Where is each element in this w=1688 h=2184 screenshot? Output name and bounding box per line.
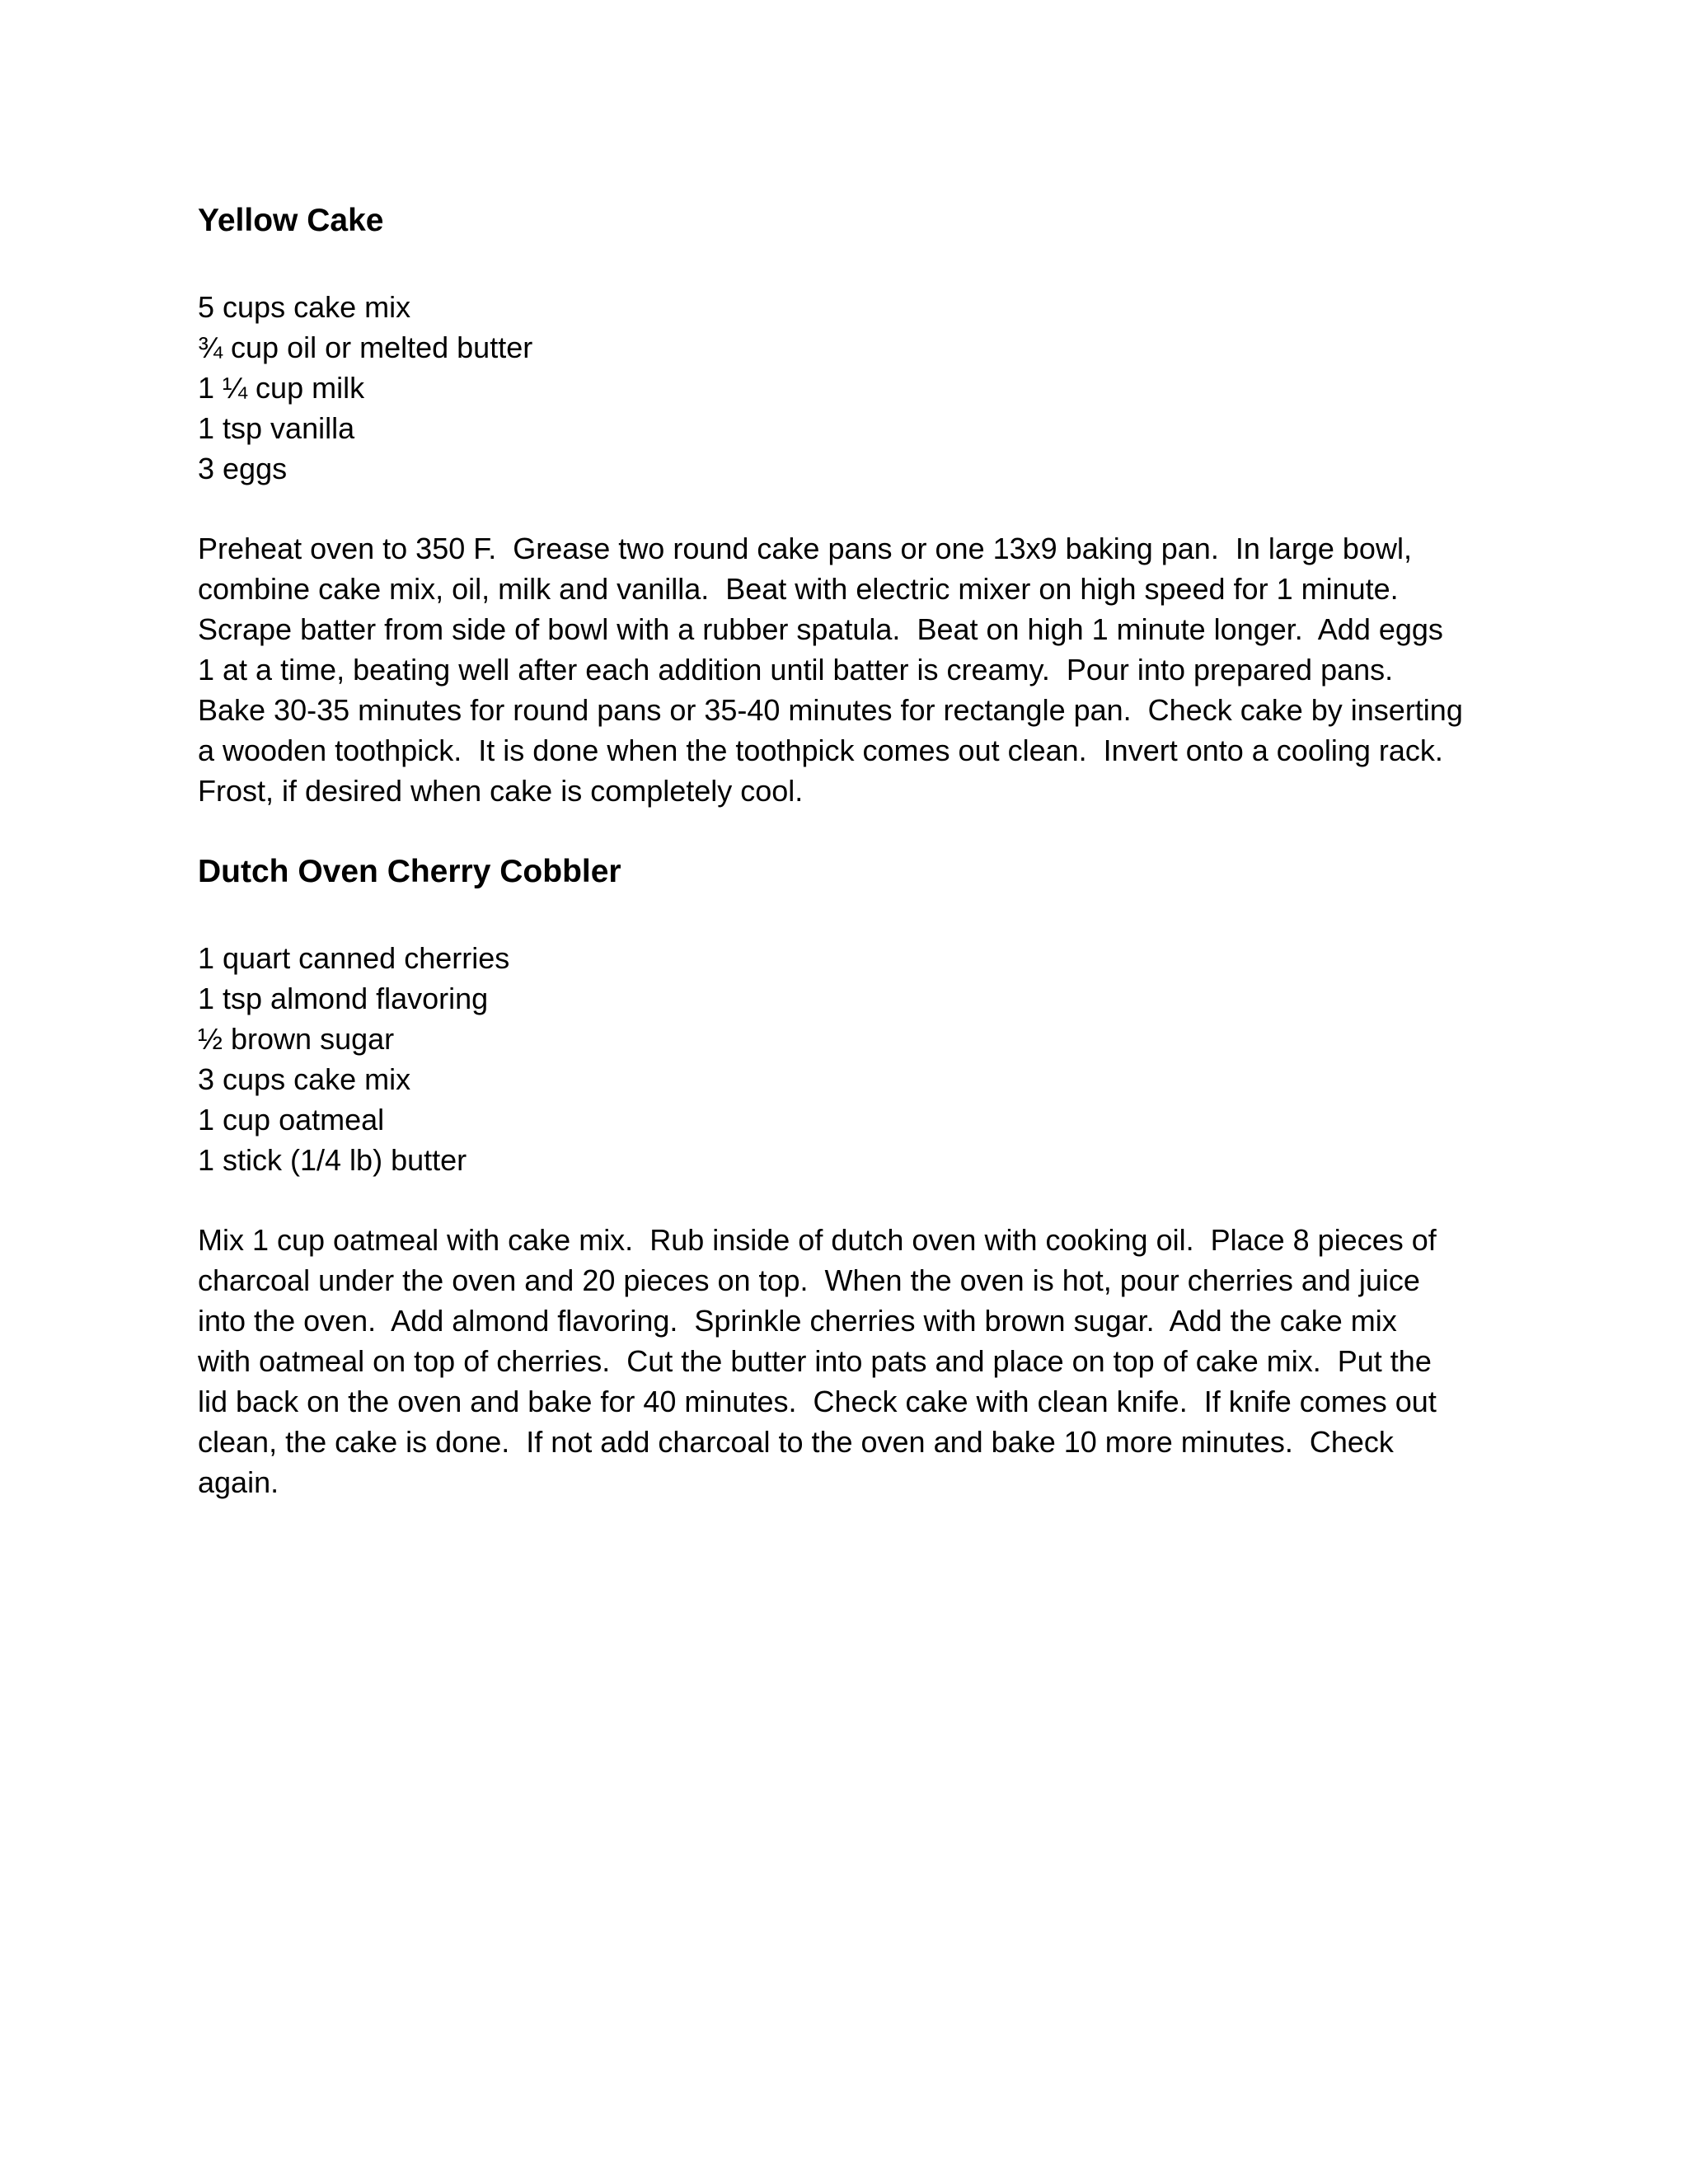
instructions-paragraph xyxy=(198,1220,1517,1502)
ingredient-item: 3 cups cake mix xyxy=(198,1062,411,1096)
ingredient-item: 3 eggs xyxy=(198,452,288,485)
recipe-yellow-cake xyxy=(198,196,1517,811)
instruction-line: clean, the cake is done. If not add charcoal to the oven and bake 10 more minutes. Check xyxy=(198,1425,1394,1459)
instruction-line: with oatmeal on top of cherries. Cut the butter into pats and place on top of cake mix. Put the xyxy=(198,1344,1432,1378)
recipe-title: Yellow Cake xyxy=(198,203,384,238)
instruction-line: Preheat oven to 350 F. Grease two round cake pans or one 13x9 baking pan. In large bowl, xyxy=(198,532,1412,565)
instruction-line: 1 at a time, beating well after each addition until batter is creamy. Pour into prepared pans. xyxy=(198,653,1394,687)
ingredient-item: 1 cup oatmeal xyxy=(198,1103,385,1137)
recipe-dutch-oven-cherry-cobbler xyxy=(198,847,1517,1502)
instruction-line: combine cake mix, oil, milk and vanilla. Beat with electric mixer on high speed for 1 minute. xyxy=(198,572,1399,606)
instructions-paragraph xyxy=(198,528,1517,811)
instruction-line: into the oven. Add almond flavoring. Sprinkle cherries with brown sugar. Add the cake mix xyxy=(198,1304,1397,1338)
instruction-line: Scrape batter from side of bowl with a rubber spatula. Beat on high 1 minute longer. Add eggs xyxy=(198,612,1443,646)
instruction-line: Mix 1 cup oatmeal with cake mix. Rub inside of dutch oven with cooking oil. Place 8 pieces of xyxy=(198,1223,1437,1257)
ingredient-list xyxy=(198,938,1517,1180)
instruction-line: charcoal under the oven and 20 pieces on top. When the oven is hot, pour cherries and juice xyxy=(198,1263,1420,1297)
ingredient-item: ¾ cup oil or melted butter xyxy=(198,330,533,364)
document-page xyxy=(198,196,1517,1502)
instruction-line: lid back on the oven and bake for 40 minutes. Check cake with clean knife. If knife comes out xyxy=(198,1385,1437,1418)
instruction-line: again. xyxy=(198,1465,279,1499)
ingredient-item: 1 tsp almond flavoring xyxy=(198,982,489,1015)
spacer xyxy=(198,811,1517,847)
ingredient-item: 1 quart canned cherries xyxy=(198,941,510,975)
instruction-line: Bake 30-35 minutes for round pans or 35-40 minutes for rectangle pan. Check cake by inserting xyxy=(198,693,1463,727)
spacer xyxy=(198,1180,1517,1220)
instruction-line: Frost, if desired when cake is completely cool. xyxy=(198,774,804,808)
ingredient-item: 1 tsp vanilla xyxy=(198,411,355,445)
ingredient-item: 1 stick (1/4 lb) butter xyxy=(198,1143,467,1177)
spacer xyxy=(198,489,1517,528)
recipe-title: Dutch Oven Cherry Cobbler xyxy=(198,854,621,889)
ingredient-item: 5 cups cake mix xyxy=(198,290,411,324)
instruction-line: a wooden toothpick. It is done when the toothpick comes out clean. Invert onto a cooling rack. xyxy=(198,733,1443,767)
ingredient-item: 1 ¼ cup milk xyxy=(198,371,365,405)
ingredient-list xyxy=(198,287,1517,489)
ingredient-item: ½ brown sugar xyxy=(198,1022,395,1056)
